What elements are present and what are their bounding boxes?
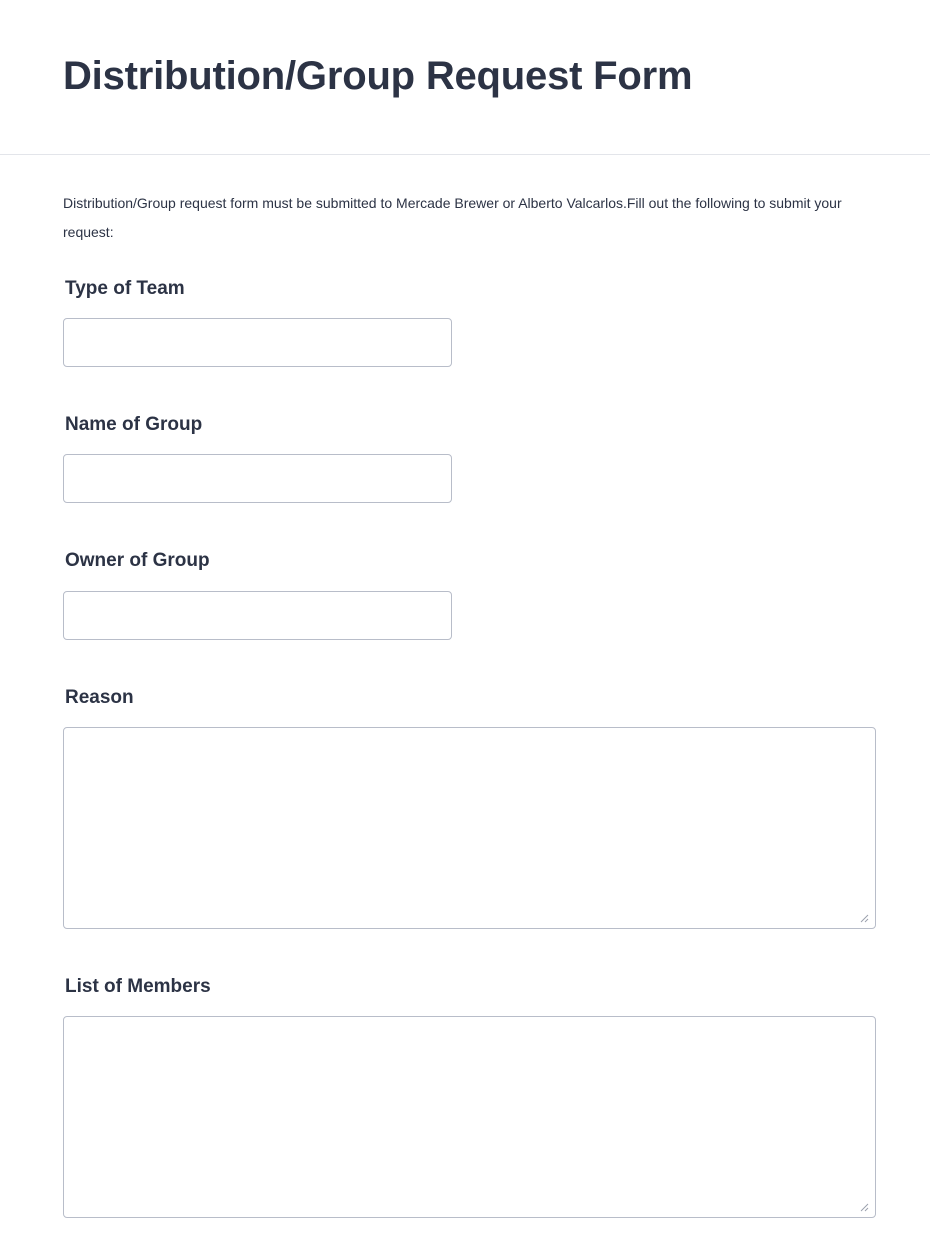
- resize-grip-icon[interactable]: [860, 914, 869, 923]
- reason-textarea[interactable]: [63, 727, 876, 929]
- type-of-team-label: Type of Team: [65, 278, 185, 299]
- page-title: Distribution/Group Request Form: [63, 54, 693, 98]
- owner-of-group-label: Owner of Group: [65, 550, 210, 571]
- form-header: [0, 0, 930, 155]
- name-of-group-label: Name of Group: [65, 414, 203, 435]
- resize-grip-icon[interactable]: [860, 1203, 869, 1212]
- form-intro-text: Distribution/Group request form must be submitted to Mercade Brewer or Alberto Valcarlos.Fill out the following to submit your request:: [63, 195, 842, 240]
- list-of-members-label: List of Members: [65, 976, 211, 997]
- owner-of-group-input[interactable]: [63, 591, 452, 640]
- reason-label: Reason: [65, 687, 134, 708]
- list-of-members-textarea[interactable]: [63, 1016, 876, 1218]
- type-of-team-input[interactable]: [63, 318, 452, 367]
- name-of-group-input[interactable]: [63, 454, 452, 503]
